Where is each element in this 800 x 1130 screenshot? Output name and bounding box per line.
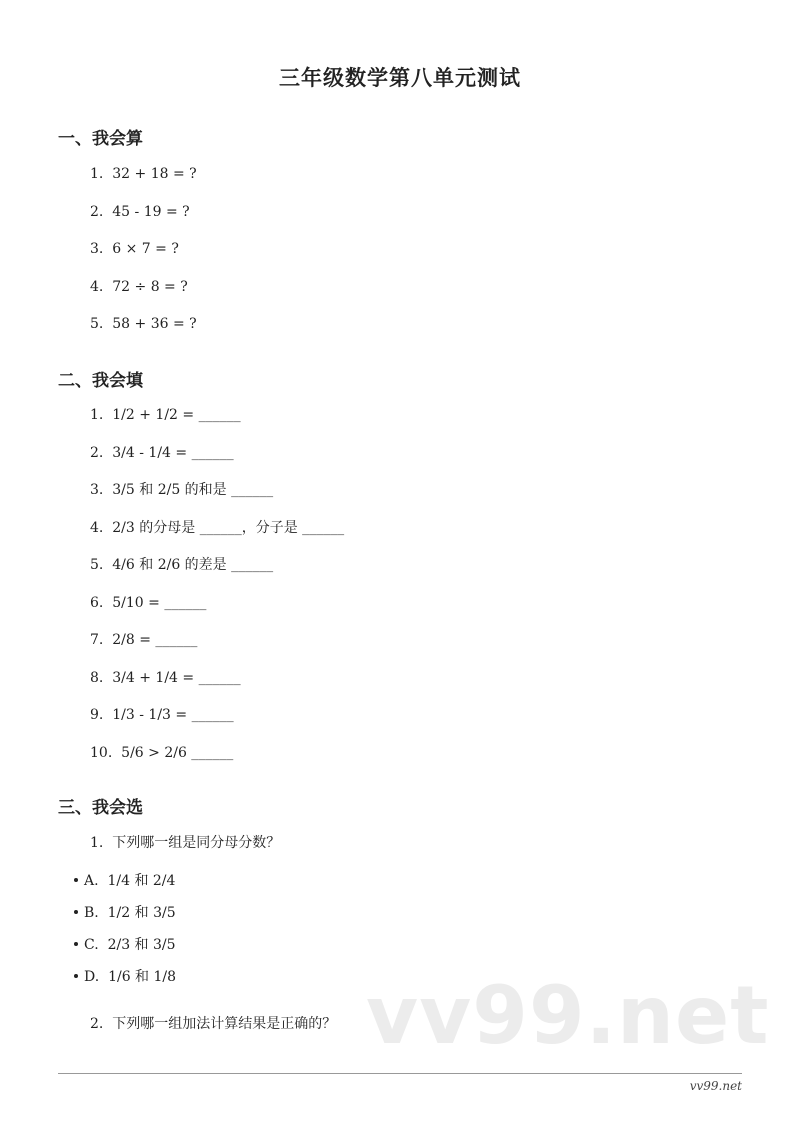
question-item: 7. 2/8 = ______: [90, 632, 198, 648]
section-heading-fill: 二、我会填: [58, 371, 143, 391]
section-heading-choose: 三、我会选: [58, 798, 143, 818]
bullet-icon: [74, 974, 78, 978]
page-title: 三年级数学第八单元测试: [279, 66, 521, 90]
option-label: A. 1/4 和 2/4: [84, 873, 176, 889]
option-item: [74, 967, 176, 987]
question-item: 5. 4/6 和 2/6 的差是 ______: [90, 557, 274, 573]
question-item: 2. 3/4 - 1/4 = ______: [90, 445, 234, 461]
question-item: 3. 6 × 7 = ?: [90, 241, 179, 257]
question-item: 9. 1/3 - 1/3 = ______: [90, 707, 234, 723]
question-item: 2. 45 - 19 = ?: [90, 204, 190, 220]
option-item: [74, 935, 176, 955]
bullet-icon: [74, 942, 78, 946]
question-item: 8. 3/4 + 1/4 = ______: [90, 670, 241, 686]
question-item: 2. 下列哪一组加法计算结果是正确的？: [90, 1016, 337, 1032]
question-item: 10. 5/6 > 2/6 ______: [90, 745, 234, 761]
option-item: [74, 871, 175, 891]
watermark: vv99.net: [366, 969, 770, 1062]
section-heading-calculate: 一、我会算: [58, 129, 143, 149]
footer-site-label: vv99.net: [689, 1079, 742, 1093]
question-item: 1. 32 + 18 = ?: [90, 166, 197, 182]
question-item: 6. 5/10 = ______: [90, 595, 207, 611]
question-item: 3. 3/5 和 2/5 的和是 ______: [90, 482, 274, 498]
bullet-icon: [74, 910, 78, 914]
option-item: [74, 903, 176, 923]
question-item: 1. 1/2 + 1/2 = ______: [90, 407, 241, 423]
question-item: 4. 2/3 的分母是 ______，分子是 ______: [90, 520, 345, 536]
question-item: 4. 72 ÷ 8 = ?: [90, 279, 188, 295]
bullet-icon: [74, 878, 78, 882]
question-item: 1. 下列哪一组是同分母分数？: [90, 835, 281, 851]
footer-divider: [58, 1073, 742, 1074]
option-label: C. 2/3 和 3/5: [84, 937, 176, 953]
question-item: 5. 58 + 36 = ?: [90, 316, 197, 332]
option-label: B. 1/2 和 3/5: [84, 905, 176, 921]
option-label: D. 1/6 和 1/8: [84, 969, 177, 985]
